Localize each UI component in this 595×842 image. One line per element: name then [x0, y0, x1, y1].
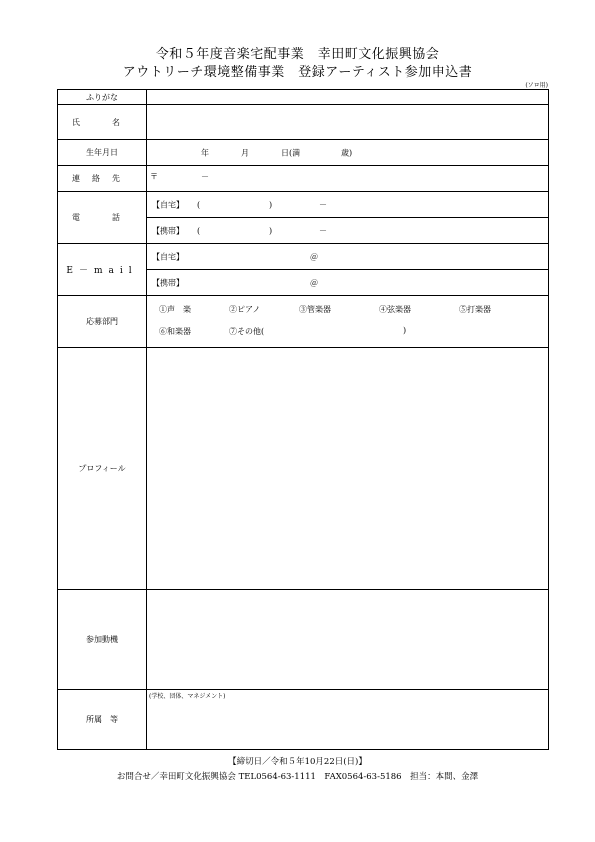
category-option-strings[interactable]: ④弦楽器 — [379, 305, 411, 314]
address-field[interactable] — [147, 166, 549, 192]
profile-field[interactable] — [147, 348, 549, 590]
birth-field[interactable] — [147, 140, 549, 166]
name-label: 氏 名 — [58, 105, 147, 140]
furigana-field[interactable] — [147, 90, 549, 105]
email-mobile-at-icon: ＠ — [310, 278, 318, 287]
email-mobile-label: 【携帯】 — [152, 278, 184, 287]
affiliation-label: 所属 等 — [58, 690, 147, 750]
name-field[interactable] — [147, 105, 549, 140]
deadline-text: 【締切日／令和５年10月22日(日)】 — [228, 757, 367, 767]
phone-mobile-paren-open: ( — [197, 226, 201, 235]
motivation-field[interactable] — [147, 590, 549, 690]
phone-home-field[interactable] — [147, 192, 549, 218]
solo-note: (ソロ用) — [525, 82, 548, 89]
phone-mobile-label: 【携帯】 — [152, 226, 184, 235]
email-label: E－mail — [58, 244, 147, 296]
application-form — [57, 89, 549, 750]
affiliation-field[interactable] — [147, 690, 549, 750]
category-option-piano[interactable]: ②ピアノ — [229, 305, 261, 314]
contact-info: お問合せ／幸田町文化振興協会 TEL0564-63-1111 FAX0564-63-5186 担当：本間、金澤 — [116, 772, 479, 782]
furigana-label: ふりがな — [58, 90, 147, 105]
email-home-field[interactable] — [147, 244, 549, 270]
phone-mobile-paren-close: ) — [269, 226, 273, 235]
title-line-1: 令和５年度音楽宅配事業 幸田町文化振興協会 — [155, 47, 440, 62]
email-home-at-icon: ＠ — [310, 252, 318, 261]
birth-label: 生年月日 — [58, 140, 147, 166]
motivation-label: 参加動機 — [58, 590, 147, 690]
phone-home-paren-close: ) — [269, 200, 273, 209]
category-option-other[interactable]: ⑦その他( — [229, 327, 265, 336]
email-mobile-field[interactable] — [147, 270, 549, 296]
category-option-winds[interactable]: ③管楽器 — [299, 305, 331, 314]
phone-mobile-dash: － — [319, 226, 327, 235]
affiliation-hint: (学校、団体、マネジメント) — [149, 693, 226, 700]
postal-mark: 〒 — [150, 172, 158, 181]
birth-age-label: 歳) — [341, 148, 353, 157]
category-option-japanese[interactable]: ⑥和楽器 — [159, 327, 191, 336]
profile-label: プロフィール — [58, 348, 147, 590]
category-other-close: ) — [403, 326, 407, 335]
category-field[interactable] — [147, 296, 549, 348]
birth-year-label: 年 — [201, 148, 209, 157]
phone-home-label: 【自宅】 — [152, 200, 184, 209]
category-label: 応募部門 — [58, 296, 147, 348]
birth-month-label: 月 — [241, 148, 249, 157]
phone-home-dash: － — [319, 200, 327, 209]
contact-label: 連絡先 — [58, 166, 147, 192]
postal-dash: － — [201, 172, 209, 181]
category-option-vocal[interactable]: ①声 楽 — [159, 305, 191, 314]
title-line-2: アウトリーチ環境整備事業 登録アーティスト参加申込書 — [122, 65, 473, 80]
email-home-label: 【自宅】 — [152, 252, 184, 261]
phone-home-paren-open: ( — [197, 200, 201, 209]
birth-day-label: 日(満 — [281, 148, 301, 157]
phone-label: 電 話 — [58, 192, 147, 244]
phone-mobile-field[interactable] — [147, 218, 549, 244]
category-option-percussion[interactable]: ⑤打楽器 — [459, 305, 491, 314]
